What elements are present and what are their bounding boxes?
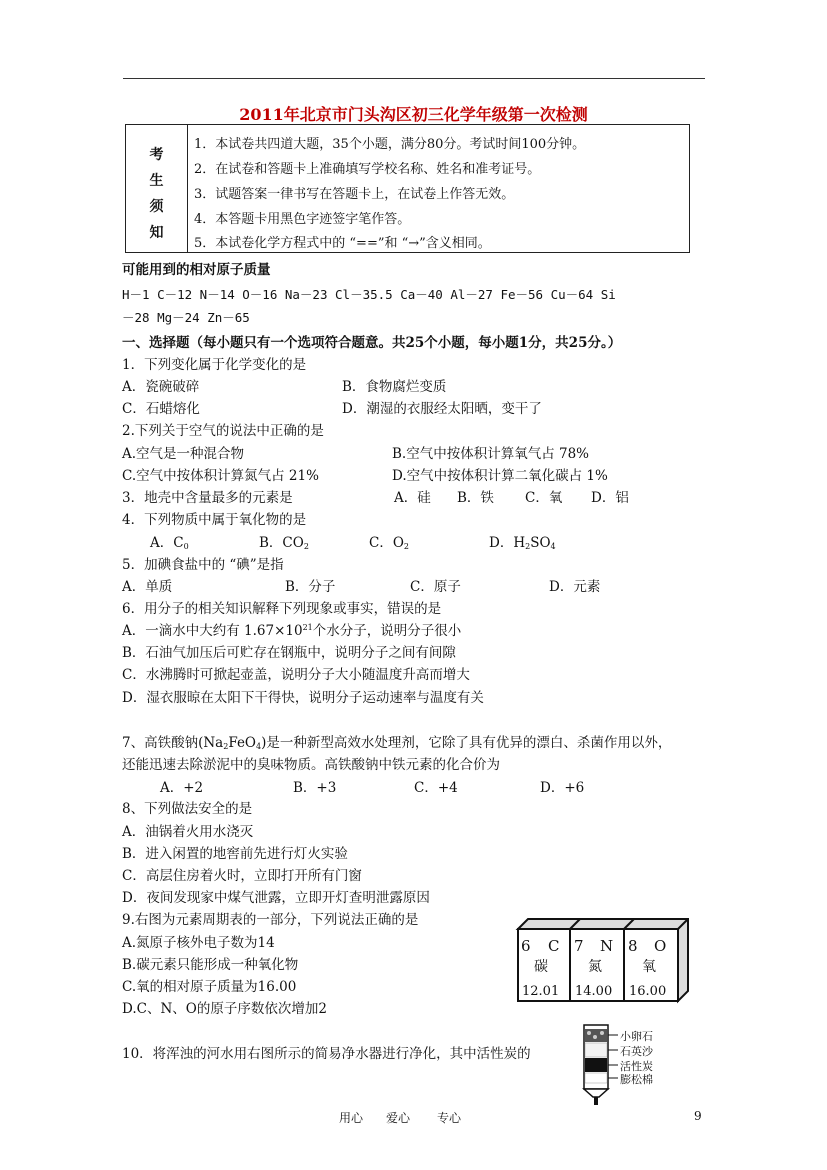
option: C．水沸腾时可掀起壶盖，说明分子大小随温度升高而增大 bbox=[122, 667, 470, 683]
cell-number: 6 bbox=[521, 937, 531, 955]
question-stem: 3．地壳中含量最多的元素是 bbox=[122, 490, 293, 506]
option: A．$C_0$ bbox=[150, 535, 189, 551]
option: D．元素 bbox=[549, 579, 601, 595]
notice-item: 1．本试卷共四道大题，35个小题，满分80分。考试时间100分钟。 bbox=[194, 137, 586, 152]
notice-label-char: 知 bbox=[149, 225, 164, 241]
cell-name: 氮 bbox=[588, 959, 602, 975]
header-rule bbox=[123, 78, 705, 79]
option: D．$H_2SO_4$ bbox=[489, 535, 556, 551]
notice-label-char: 须 bbox=[149, 199, 164, 215]
water-filter-figure bbox=[578, 1023, 688, 1108]
option: B.空气中按体积计算氧气占 78% bbox=[392, 446, 590, 462]
question-stem: 9.右图为元素周期表的一部分，下列说法正确的是 bbox=[122, 912, 419, 928]
option: C．原子 bbox=[410, 579, 461, 595]
option: D．潮湿的衣服经太阳晒，变干了 bbox=[342, 401, 542, 417]
filter-diagram bbox=[578, 1023, 618, 1108]
notice-item: 4．本答题卡用黑色字迹签字笔作答。 bbox=[194, 212, 411, 227]
notice-item: 3．试题答案一律书写在答题卡上，在试卷上作答无效。 bbox=[194, 187, 515, 202]
page-number: 9 bbox=[694, 1109, 702, 1123]
atomic-mass-heading: 可能用到的相对原子质量 bbox=[122, 262, 271, 278]
notice-label-char: 考 bbox=[149, 147, 164, 163]
cell-mass: 12.01 bbox=[522, 984, 560, 999]
option: A．一滴水中大约有 $1.67\times 10^{21}$个水分子，说明分子很小 bbox=[122, 623, 462, 639]
footer-text: 专心 bbox=[437, 1111, 462, 1125]
question-stem: 1．下列变化属于化学变化的是 bbox=[122, 357, 307, 373]
atomic-mass-line: H－1 C－12 N－14 O－16 Na－23 Cl－35.5 Ca－40 Al－27 Fe－56 Cu－64 Si bbox=[122, 287, 616, 302]
option: D．铝 bbox=[591, 490, 629, 506]
filter-label: 膨松棉 bbox=[620, 1073, 653, 1086]
option: C．$O_2$ bbox=[369, 535, 409, 551]
option: B．食物腐烂变质 bbox=[342, 379, 447, 395]
cell-number: 8 bbox=[628, 937, 638, 955]
question-stem: 还能迅速去除淤泥中的臭味物质。高铁酸钠中铁元素的化合价为 bbox=[122, 757, 500, 773]
option: A．瓷碗破碎 bbox=[122, 379, 200, 395]
cell-name: 氧 bbox=[642, 959, 656, 975]
section-heading: 一、选择题（每小题只有一个选项符合题意。共25个小题，每小题1分，共25分。） bbox=[122, 335, 622, 351]
cell-symbol: C bbox=[548, 937, 560, 955]
filter-label: 活性炭 bbox=[620, 1060, 653, 1073]
cell-mass: 14.00 bbox=[575, 984, 613, 999]
notice-item: 5．本试卷化学方程式中的 “==”和 “→”含义相同。 bbox=[194, 236, 491, 251]
option: B．石油气加压后可贮存在钢瓶中，说明分子之间有间隙 bbox=[122, 645, 456, 661]
question-stem: 2.下列关于空气的说法中正确的是 bbox=[122, 423, 324, 439]
question-stem: 8、下列做法安全的是 bbox=[122, 801, 253, 817]
question-stem: 6．用分子的相关知识解释下列现象或事实，错误的是 bbox=[122, 601, 442, 617]
option: A.空气是一种混合物 bbox=[122, 446, 245, 462]
option: C.空气中按体积计算氮气占 21% bbox=[122, 468, 319, 484]
filter-label: 小卵石 bbox=[620, 1030, 653, 1043]
option: A．单质 bbox=[122, 579, 173, 595]
option: D．湿衣服晾在太阳下干得快，说明分子运动速率与温度有关 bbox=[122, 690, 484, 706]
option: C．+4 bbox=[414, 780, 458, 796]
question-stem: 4．下列物质中属于氧化物的是 bbox=[122, 512, 307, 528]
question-stem: 10．将浑浊的河水用右图所示的简易净水器进行净化，其中活性炭的 bbox=[122, 1046, 531, 1062]
option: D.C、N、O的原子序数依次增加2 bbox=[122, 1001, 327, 1017]
cell-symbol: N bbox=[600, 937, 614, 955]
question-stem: 5．加碘食盐中的 “碘”是指 bbox=[122, 557, 284, 573]
option: B．+3 bbox=[293, 780, 337, 796]
cell-name: 碳 bbox=[534, 959, 548, 975]
footer-text: 用心 bbox=[339, 1111, 364, 1125]
option: C．氧 bbox=[525, 490, 563, 506]
question-stem: 7、高铁酸钠$(Na_2FeO_4)$是一种新型高效水处理剂，它除了具有优异的漂白、杀菌作用以外， bbox=[122, 735, 672, 751]
option: A．油锅着火用水浇灭 bbox=[122, 824, 254, 840]
periodic-table-figure bbox=[512, 913, 692, 1009]
notice-label bbox=[126, 125, 188, 252]
option: D．夜间发现家中煤气泄露，立即开灯查明泄露原因 bbox=[122, 890, 430, 906]
notice-label-char: 生 bbox=[149, 173, 164, 189]
option: B.碳元素只能形成一种氧化物 bbox=[122, 957, 299, 973]
atomic-mass-line: －28 Mg－24 Zn－65 bbox=[122, 310, 250, 325]
page-title: 2011年北京市门头沟区初三化学年级第一次检测 bbox=[239, 105, 588, 124]
option: A.氮原子核外电子数为14 bbox=[122, 935, 275, 951]
cell-number: 7 bbox=[574, 937, 584, 955]
cell-symbol: O bbox=[654, 937, 667, 955]
option: B．进入闲置的地窖前先进行灯火实验 bbox=[122, 846, 348, 862]
option: D.空气中按体积计算二氧化碳占 1% bbox=[392, 468, 608, 484]
option: A．+2 bbox=[160, 780, 204, 796]
option: B．铁 bbox=[457, 490, 494, 506]
option: B．$CO_2$ bbox=[259, 535, 309, 551]
filter-label: 石英沙 bbox=[620, 1045, 653, 1058]
option: C．石蜡熔化 bbox=[122, 401, 200, 417]
option: B．分子 bbox=[285, 579, 336, 595]
option: C．高层住房着火时，立即打开所有门窗 bbox=[122, 868, 362, 884]
notice-item: 2．在试卷和答题卡上准确填写学校名称、姓名和准考证号。 bbox=[194, 162, 541, 177]
option: A．硅 bbox=[394, 490, 431, 506]
option: D．+6 bbox=[540, 780, 585, 796]
option: C.氧的相对原子质量为16.00 bbox=[122, 979, 297, 995]
footer-text: 爱心 bbox=[386, 1111, 411, 1125]
exam-notice-box bbox=[125, 124, 690, 253]
cell-mass: 16.00 bbox=[629, 984, 667, 999]
